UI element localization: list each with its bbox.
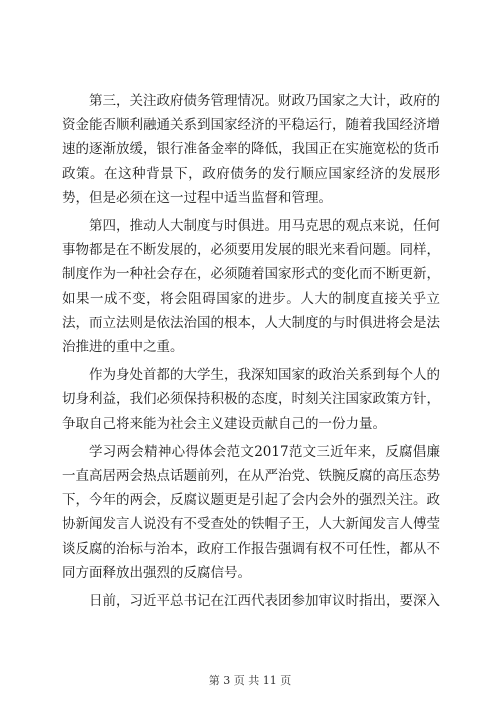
paragraph-jiangxi-delegation: 日前，习近平总书记在江西代表团参加审议时指出，要深入 (89, 593, 440, 610)
body-text (62, 89, 440, 617)
paragraph-npc-system: 第四，推动人大制度与时俱进。用马克思的观点来说，任何事物都是在不断发展的，必须要用发展的眼光来看问题。同样，制度作为一种社会存在，必须随着国家形式的变化而不断更新，如果一成不变，将会阻碍国家的进步。人大的制度直接关乎立法，而立法则是依法治国的根本，人大制度的与时俱进将会是法治推进的重中之重。 (62, 218, 440, 356)
paragraph-student-reflection: 作为身处首都的大学生，我深知国家的政治关系到每个人的切身利益，我们必须保持积极的态度，时刻关注国家政策方针，争取自己将来能为社会主义建设贡献自己的一份力量。 (62, 367, 440, 432)
paragraph-anti-corruption: 学习两会精神心得体会范文2017范文三近年来，反腐倡廉一直高居两会热点话题前列，在从严治党、铁腕反腐的高压态势下，今年的两会，反腐议题更是引起了会内会外的强烈关注。政协新闻发言人说没有不受查处的铁帽子王，人大新闻发言人傅莹谈反腐的治标与治本，政府工作报告强调有权不可任性，都从不同方面释放出强烈的反腐信号。 (62, 443, 440, 581)
page-number-footer: 第 3 页 共 11 页 (208, 674, 292, 687)
paragraph-debt-management: 第三，关注政府债务管理情况。财政乃国家之大计，政府的资金能否顺利融通关系到国家经济的平稳运行，随着我国经济增速的逐渐放缓，银行准备金率的降低，我国正在实施宽松的货币政策。在这种背景下，政府债务的发行顺应国家经济的发展形势，但是必须在这一过程中适当监督和管理。 (62, 93, 440, 206)
